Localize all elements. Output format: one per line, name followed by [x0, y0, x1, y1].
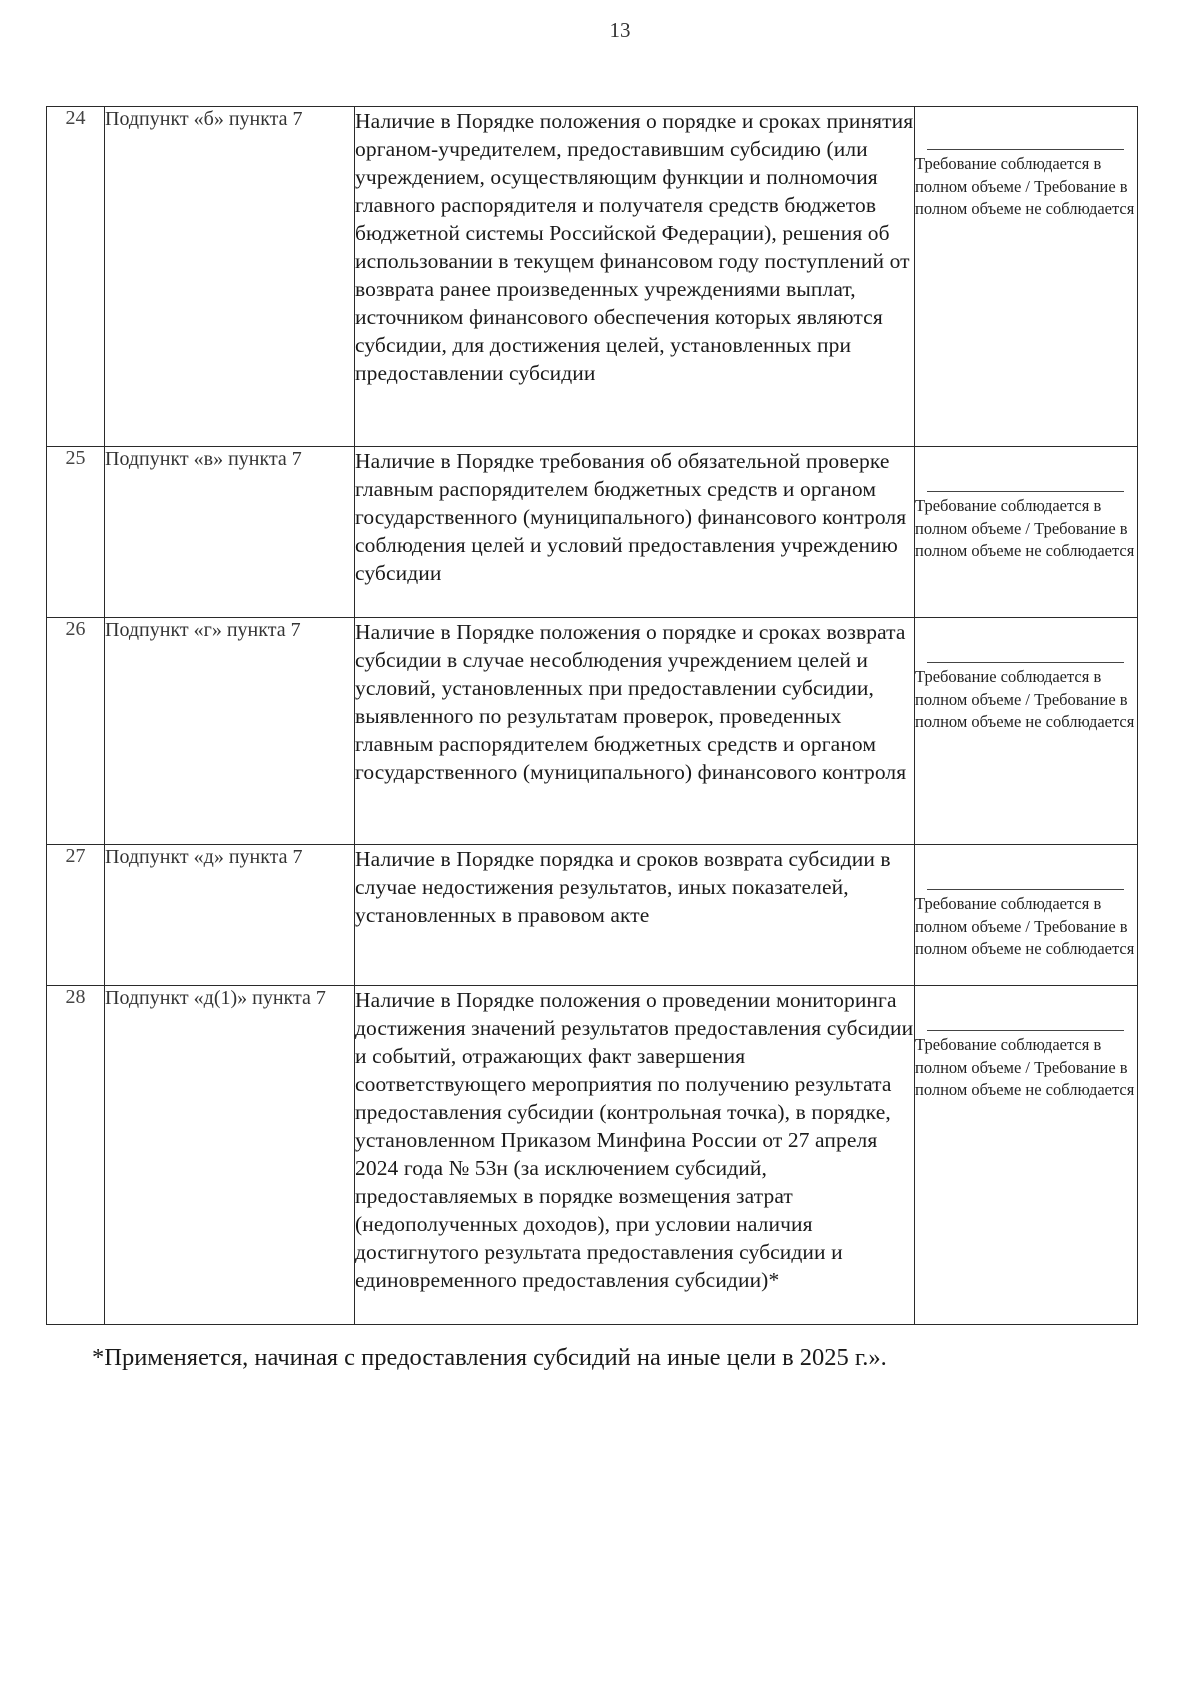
- row-result-text: Требование соблюдается в полном объеме / Требование в полном объеме не соблюдается: [915, 894, 1135, 958]
- blank-line: [927, 1030, 1124, 1031]
- row-result-cell: [915, 986, 1138, 1325]
- row-reference: Подпункт «б» пункта 7: [105, 107, 355, 447]
- blank-line: [927, 491, 1124, 492]
- row-number: 26: [47, 618, 105, 845]
- row-result-cell: [915, 618, 1138, 845]
- row-number: 27: [47, 845, 105, 986]
- row-number: 28: [47, 986, 105, 1325]
- table-row: [47, 845, 1138, 986]
- blank-line: [927, 889, 1124, 890]
- table-row: [47, 447, 1138, 618]
- row-result-text: Требование соблюдается в полном объеме / Требование в полном объеме не соблюдается: [915, 667, 1135, 731]
- row-description: Наличие в Порядке положения о порядке и сроках принятия органом-учредителем, предоставившим субсидию (или учреждением, осуществляющим функции и полномочия главного распорядителя и получателя средств бюджетов бюджетной системы Российской Федерации), решения об использовании в текущем финансовом году поступлений от возврата ранее произведенных учреждениями выплат, источником финансового обеспечения которых являются субсидии, для достижения целей, установленных при предоставлении субсидии: [355, 107, 915, 447]
- row-result-text: Требование соблюдается в полном объеме / Требование в полном объеме не соблюдается: [915, 1035, 1135, 1099]
- row-description: Наличие в Порядке положения о проведении мониторинга достижения значений результатов предоставления субсидии и событий, отражающих факт завершения соответствующего мероприятия по получению результата предоставления субсидии (контрольная точка), в порядке, установленном Приказом Минфина России от 27 апреля 2024 года № 53н (за исключением субсидий, предоставляемых в порядке возмещения затрат (недополученных доходов), при условии наличия достигнутого результата предоставления субсидии и единовременного предоставления субсидии)*: [355, 986, 915, 1325]
- row-result-cell: [915, 845, 1138, 986]
- blank-line: [927, 662, 1124, 663]
- row-reference: Подпункт «г» пункта 7: [105, 618, 355, 845]
- row-reference: Подпункт «д(1)» пункта 7: [105, 986, 355, 1325]
- footnote: *Применяется, начиная с предоставления субсидий на иные цели в 2025 г.».: [92, 1344, 887, 1371]
- blank-line: [927, 149, 1124, 150]
- table-row: [47, 986, 1138, 1325]
- requirements-table: [46, 106, 1138, 1325]
- row-reference: Подпункт «д» пункта 7: [105, 845, 355, 986]
- table-row: [47, 618, 1138, 845]
- table-row: [47, 107, 1138, 447]
- row-number: 25: [47, 447, 105, 618]
- row-result-text: Требование соблюдается в полном объеме / Требование в полном объеме не соблюдается: [915, 154, 1135, 218]
- page-number: 13: [609, 18, 631, 42]
- row-reference: Подпункт «в» пункта 7: [105, 447, 355, 618]
- row-number: 24: [47, 107, 105, 447]
- row-description: Наличие в Порядке положения о порядке и сроках возврата субсидии в случае несоблюдения учреждением целей и условий, установленных при предоставлении субсидии, выявленного по результатам проверок, проведенных главным распорядителем бюджетных средств и органом государственного (муниципального) финансового контроля: [355, 618, 915, 845]
- row-result-text: Требование соблюдается в полном объеме / Требование в полном объеме не соблюдается: [915, 496, 1135, 560]
- row-result-cell: [915, 447, 1138, 618]
- row-description: Наличие в Порядке порядка и сроков возврата субсидии в случае недостижения результатов, иных показателей, установленных в правовом акте: [355, 845, 915, 986]
- row-description: Наличие в Порядке требования об обязательной проверке главным распорядителем бюджетных средств и органом государственного (муниципального) финансового контроля соблюдения целей и условий предоставления учреждению субсидии: [355, 447, 915, 618]
- row-result-cell: [915, 107, 1138, 447]
